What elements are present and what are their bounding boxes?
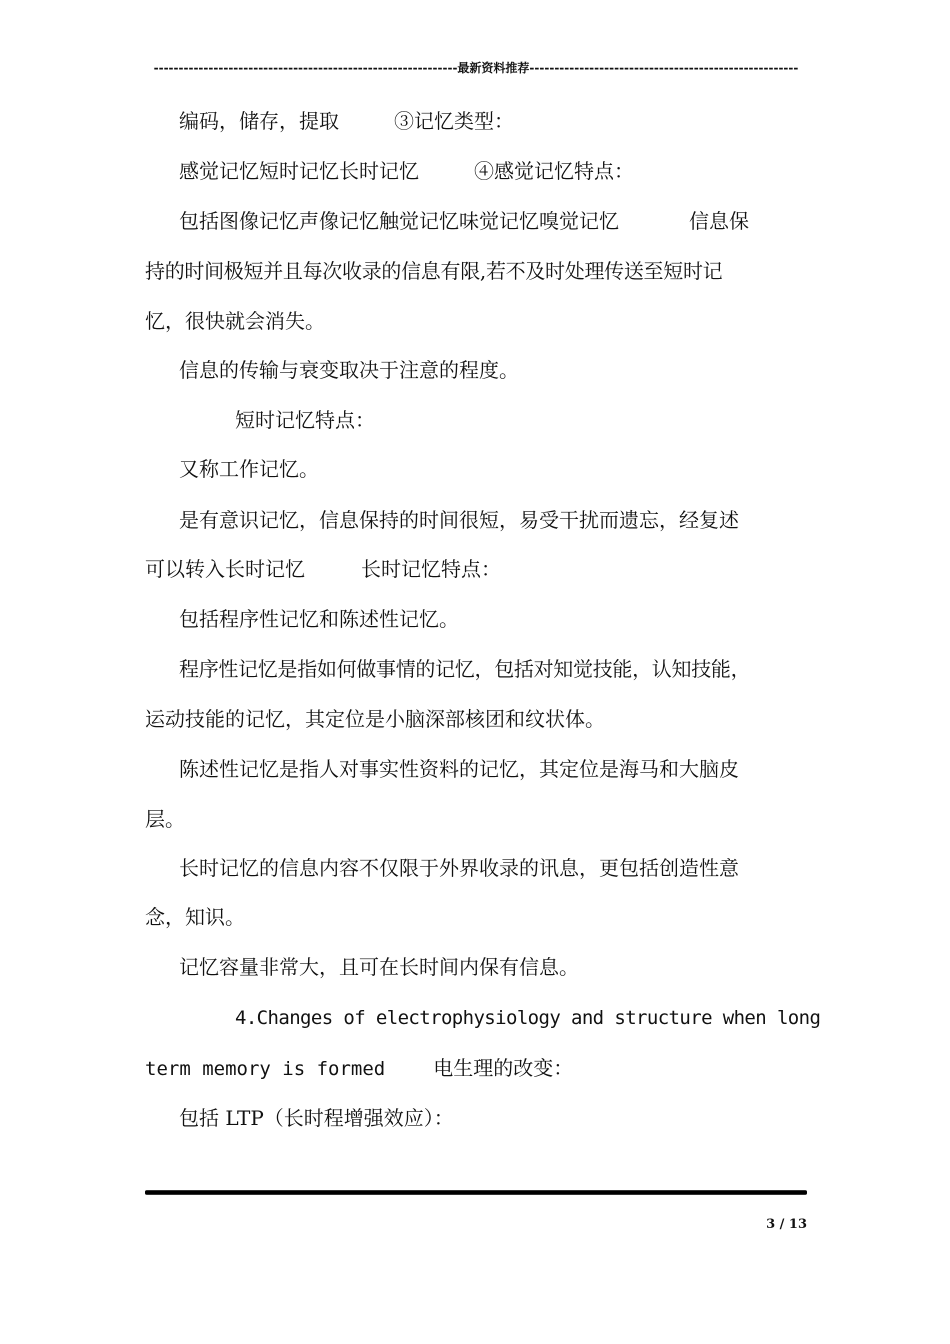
text-segment: 包括图像记忆声像记忆触觉记忆味觉记忆嗅觉记忆 (179, 209, 619, 233)
text-line (145, 207, 807, 235)
text-segment: 短时记忆特点： (235, 408, 375, 432)
text-segment: 4.Changes of electrophysiology and structure when long (235, 1007, 821, 1029)
text-line (145, 903, 807, 931)
text-line (145, 705, 807, 733)
text-segment: 记忆容量非常大，且可在长时间内保有信息。 (179, 955, 579, 979)
text-line (145, 157, 807, 185)
page-number: 3 / 13 (766, 1217, 807, 1232)
text-segment: ③记忆类型： (394, 109, 514, 133)
text-line (145, 805, 807, 833)
text-line (145, 755, 807, 783)
text-segment: 运动技能的记忆，其定位是小脑深部核团和纹状体。 (145, 707, 605, 731)
text-segment: 长时记忆特点： (361, 557, 501, 581)
text-line (145, 307, 807, 335)
text-segment: 电生理的改变： (433, 1056, 574, 1080)
text-segment: ④感觉记忆特点： (474, 159, 634, 183)
text-line (145, 555, 807, 583)
text-segment: 又称工作记忆。 (179, 457, 319, 481)
text-line (145, 655, 807, 683)
text-line (145, 406, 807, 434)
text-segment: 持的时间极短并且每次收录的信息有限,若不及时处理传送至短时记 (145, 259, 723, 283)
text-line (145, 455, 807, 483)
text-line (145, 356, 807, 384)
text-segment: 忆，很快就会消失。 (145, 309, 325, 333)
text-segment: 包括程序性记忆和陈述性记忆。 (179, 607, 459, 631)
text-segment: 长时记忆的信息内容不仅限于外界收录的讯息，更包括创造性意 (179, 856, 739, 880)
text-segment: 信息的传输与衰变取决于注意的程度。 (179, 358, 519, 382)
text-line (145, 506, 807, 534)
text-segment: 编码，储存，提取 (179, 109, 339, 133)
text-segment: 可以转入长时记忆 (145, 557, 305, 581)
text-line (145, 1054, 807, 1083)
text-line (145, 854, 807, 882)
text-segment: term memory is formed (145, 1058, 386, 1080)
text-segment: 陈述性记忆是指人对事实性资料的记忆，其定位是海马和大脑皮 (179, 757, 739, 781)
footer-rule (145, 1190, 807, 1195)
text-line (145, 953, 807, 981)
page-header: -------------------------------------------------------------最新资料推荐------------------------------------------------------ (153, 61, 799, 75)
text-line (145, 1104, 807, 1132)
text-segment: 念，知识。 (145, 905, 245, 929)
text-line (145, 1004, 821, 1032)
text-segment: 程序性记忆是指如何做事情的记忆，包括对知觉技能，认知技能， (179, 657, 751, 681)
text-segment: 感觉记忆短时记忆长时记忆 (179, 159, 419, 183)
text-line (145, 605, 807, 633)
text-segment: 是有意识记忆，信息保持的时间很短，易受干扰而遗忘，经复述 (179, 508, 739, 532)
text-segment: 包括 LTP（长时程增强效应）： (179, 1106, 454, 1130)
text-segment: 信息保 (689, 209, 749, 233)
text-segment: 层。 (145, 807, 185, 831)
text-line (145, 107, 807, 135)
text-line (145, 257, 807, 285)
